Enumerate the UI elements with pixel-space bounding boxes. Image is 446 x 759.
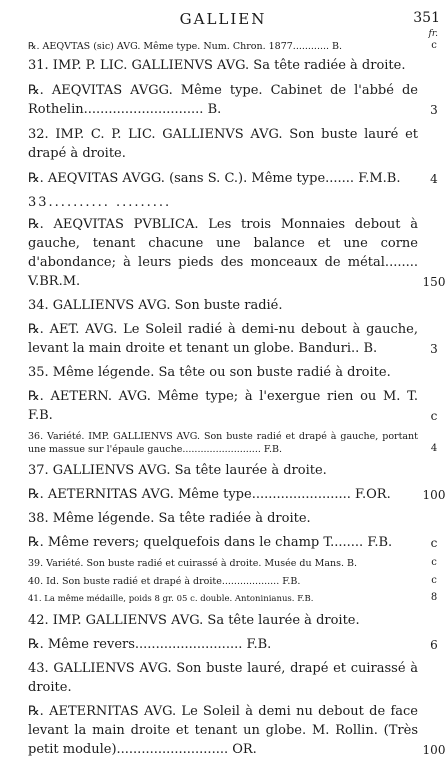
entry-value: c [430,409,438,423]
catalog-entry [28,320,438,358]
entry-text: 31. IMP. P. LIC. GALLIENVS AVG. Sa tête radiée à droite. [28,58,406,73]
entry-text: ℞. AETERNITAS AVG. Même type........................ F.OR. [28,487,391,502]
entry-text: 37. GALLIENVS AVG. Sa tête laurée à droite. [28,463,327,478]
entry-value: c [431,40,437,51]
entry-text: 35. Même légende. Sa tête ou son buste radié à droite. [28,365,391,380]
catalog-entry [28,215,446,291]
page-number: 351 [413,10,440,26]
catalog-entry [28,485,446,504]
entry-text: ℞. AEQVTAS (sic) AVG. Même type. Num. Chron. 1877............ B. [28,41,343,52]
entry-value: 6 [430,638,438,652]
catalog-entry [28,635,438,654]
entry-value: 3 [430,342,438,356]
catalog-entries [28,40,446,759]
entry-value: c [431,575,437,586]
catalog-entry [28,575,437,588]
entry-text: 38. Même légende. Sa tête radiée à droite. [28,511,311,526]
entry-value: 100 [422,743,446,757]
entry-text: ℞. AETERN. AVG. Même type; à l'exergue rien ou M. T. F.B. [28,389,418,423]
catalog-entry [28,193,418,212]
entry-text: 42. IMP. GALLIENVS AVG. Sa tête laurée à droite. [28,613,360,628]
entry-value: 100 [422,488,446,502]
entry-value: c [430,536,438,550]
catalog-entry [28,533,438,552]
entry-value: 150 [422,275,446,289]
entry-text: 41. La même médaille, poids 8 gr. 05 c. double. Antoninianus. F.B. [28,594,314,604]
catalog-entry [28,296,418,315]
entry-value: 3 [430,103,438,117]
catalog-entry [28,81,438,119]
catalog-entry [28,557,437,570]
entry-text: ℞. Même revers; quelquefois dans le champ T........ F.B. [28,535,393,550]
entry-text: ℞. AETERNITAS AVG. Le Soleil à demi nu debout de face levant la main droite et tenant un globe. M. Rollin. (Très petit module)........................... OR. [28,704,418,757]
entry-text: ℞. AEQVITAS AVGG. (sans S. C.). Même type....... F.M.B. [28,171,401,186]
entry-text: ℞. AET. AVG. Le Soleil radié à demi-nu debout à gauche, levant la main droite et tenant un globe. Banduri.. B. [28,322,418,356]
catalog-entry [28,592,438,605]
entry-text: 32. IMP. C. P. LIC. GALLIENVS AVG. Son buste lauré et drapé à droite. [28,127,418,161]
catalog-entry [28,363,418,382]
entry-value: 4 [430,172,438,186]
catalog-entry [28,169,438,188]
entry-value: 8 [430,592,438,603]
entry-value: c [431,557,437,568]
catalog-entry [28,56,418,75]
catalog-entry [28,430,438,456]
entry-value: 4 [430,443,438,454]
entry-text: ℞. Même revers.......................... F.B. [28,637,272,652]
catalog-entry [28,461,418,480]
entry-text: ℞. AEQVITAS PVBLICA. Les trois Monnaies debout à gauche, tenant chacune une balance et une corne d'abondance; à leurs pieds des monceaux de métal........ V.BR.M. [28,217,418,289]
entry-text: 33.......... ......... [28,195,172,210]
column-label: fr. [428,29,438,39]
catalog-entry [28,702,446,759]
entry-text: ℞. AEQVITAS AVGG. Même type. Cabinet de l'abbé de Rothelin............................. B. [28,83,418,117]
entry-text: 43. GALLIENVS AVG. Son buste lauré, drapé et cuirassé à droite. [28,661,418,695]
catalog-entry [28,659,418,697]
entry-text: 36. Variété. IMP. GALLIENVS AVG. Son buste radié et drapé à gauche, portant une massue sur l'épaule gauche.......................... F.B. [28,431,418,455]
catalog-entry [28,387,438,425]
catalog-entry [28,509,418,528]
entry-text: 39. Variété. Son buste radié et cuirassé à droite. Musée du Mans. B. [28,558,358,569]
catalog-entry [28,611,418,630]
catalog-entry [28,125,418,163]
entry-text: 34. GALLIENVS AVG. Son buste radié. [28,298,283,313]
catalog-entry [28,40,437,53]
page-title: GALLIEN [179,10,267,28]
entry-text: 40. Id. Son buste radié et drapé à droite................... F.B. [28,576,301,587]
